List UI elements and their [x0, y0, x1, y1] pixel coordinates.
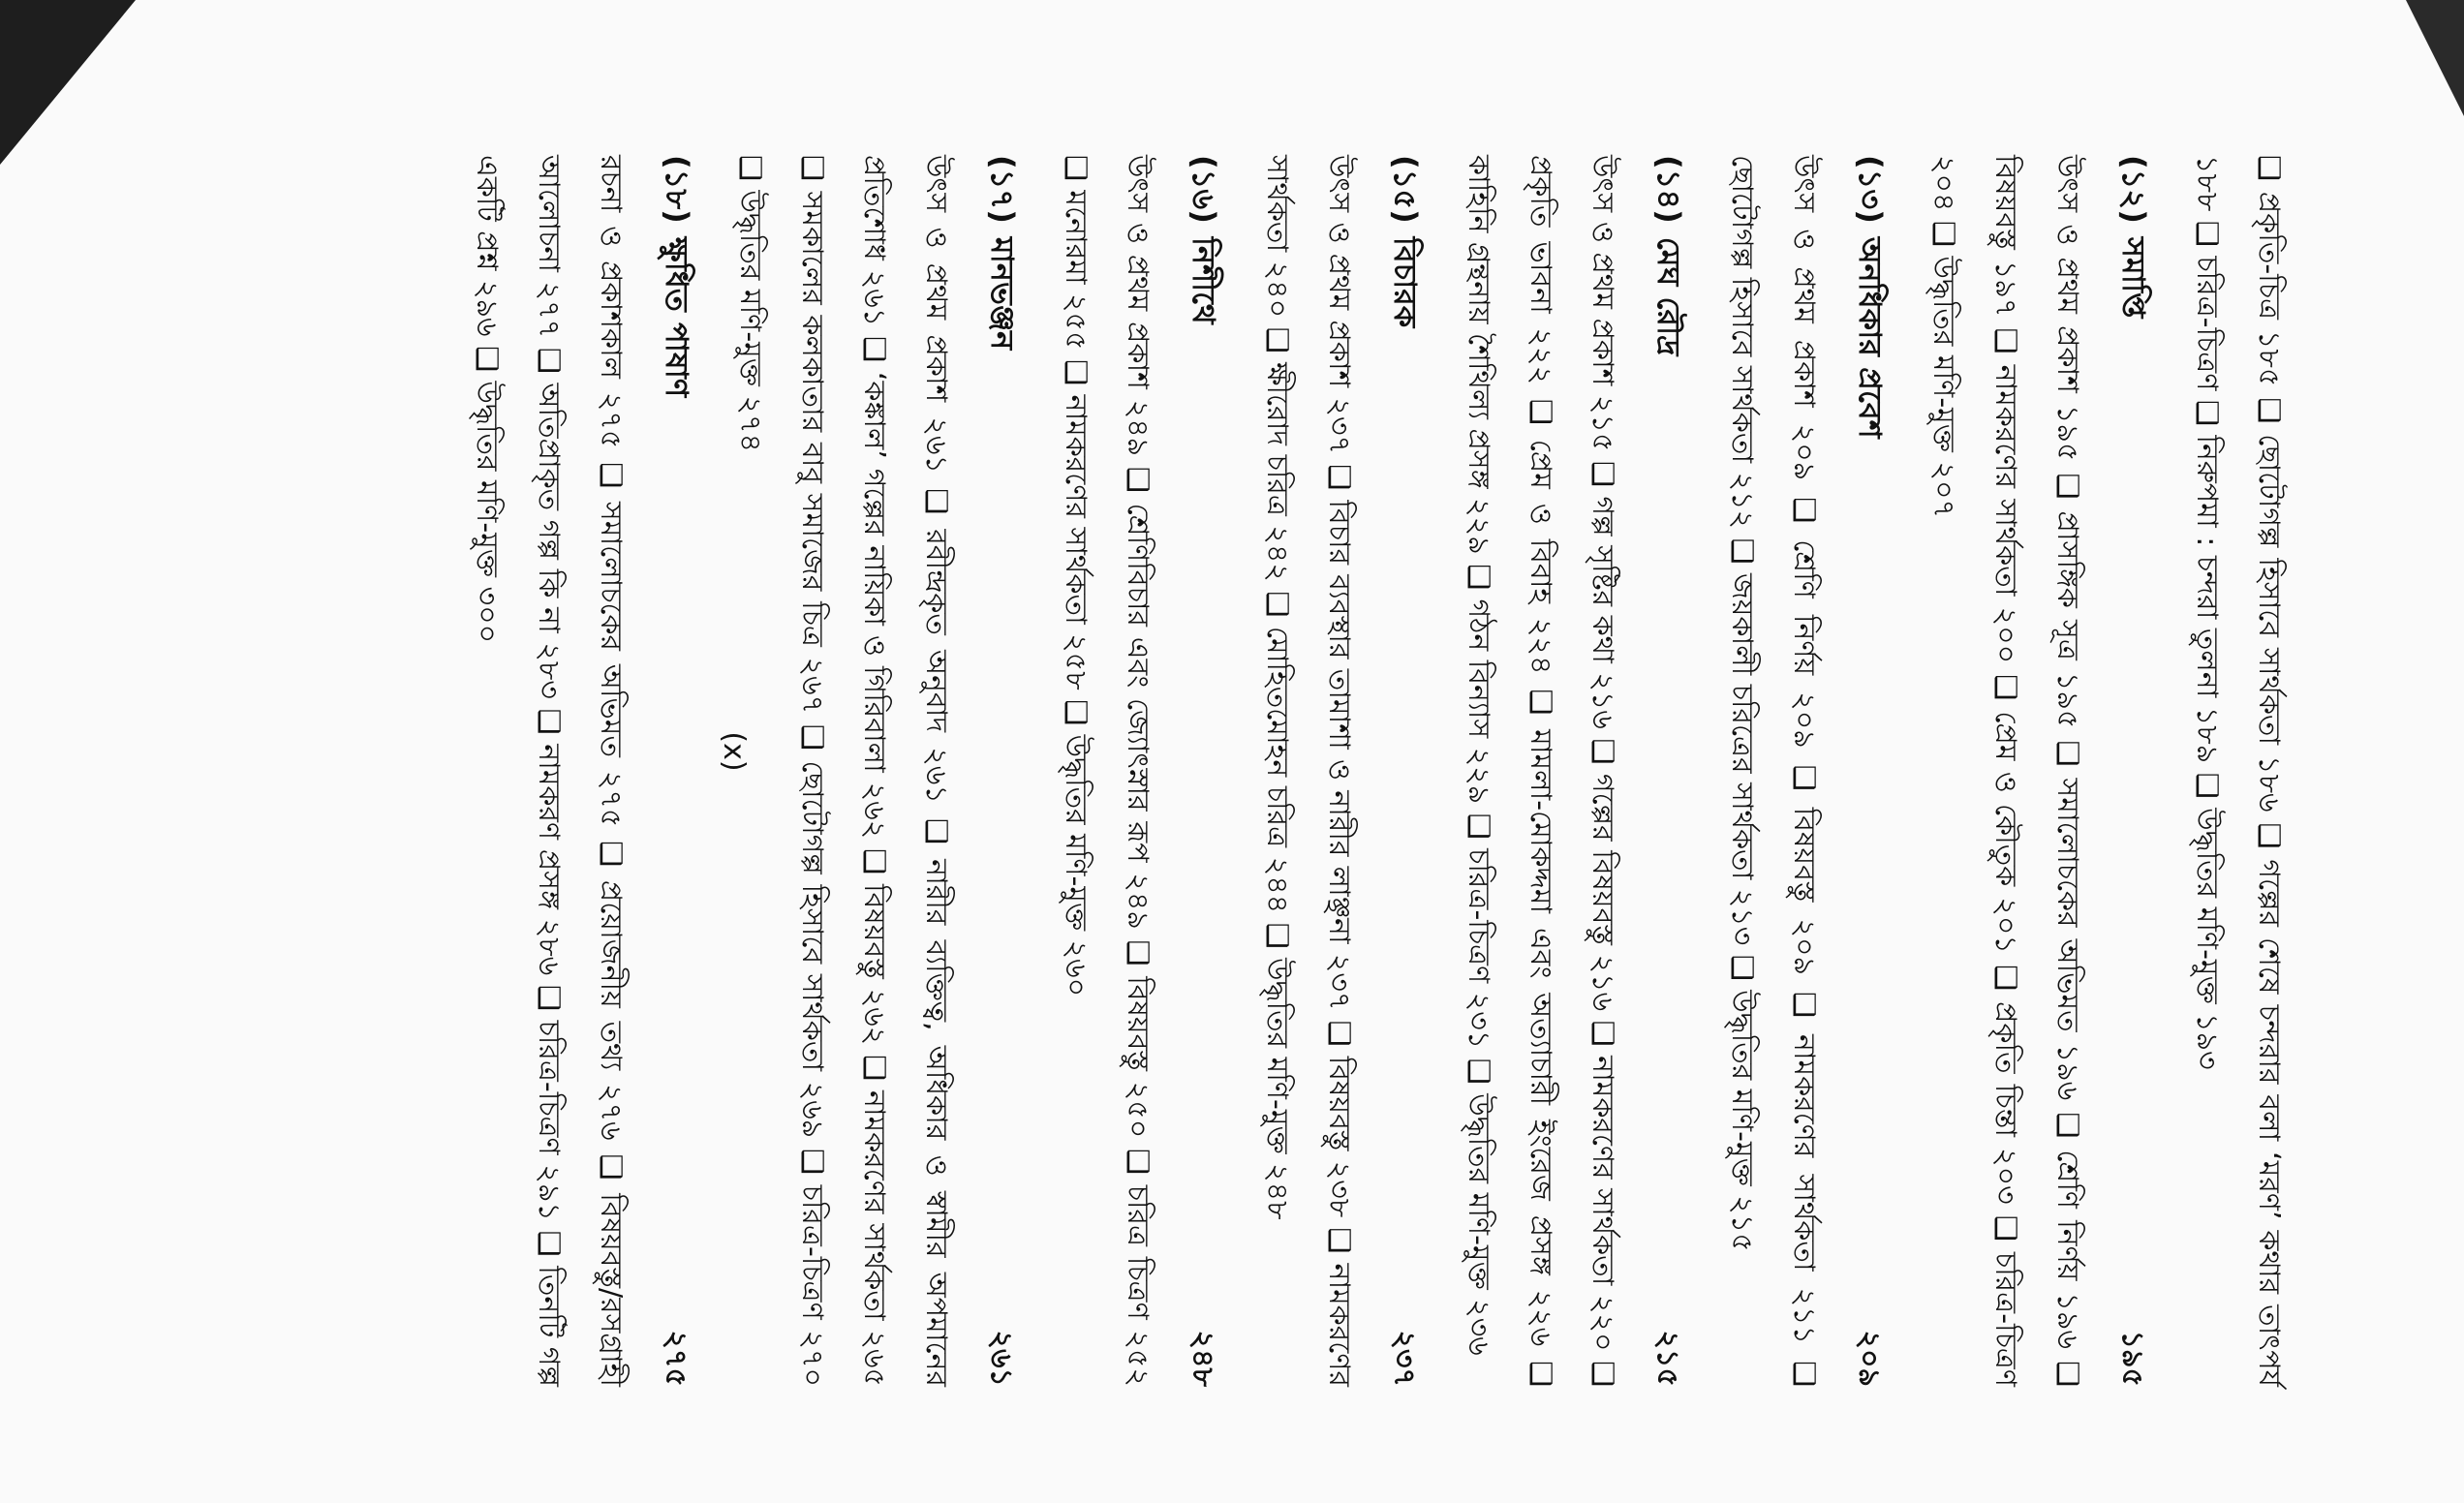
section-page-number: ২৭৫ — [659, 1330, 693, 1387]
section-heading — [1633, 155, 1703, 1387]
section-page-number: ২১৫ — [1650, 1330, 1684, 1387]
section-number: (১৫) — [1387, 155, 1424, 224]
section-contents: উৎস ও প্রথম প্রকাশ ২১৫ ❑ গল্প সৃষ্টির কথা ২১৬ ❑ গল্পের বিষয়বস্তু ২১৬ ❑ নামকরণের সার্থকতা ২২০ ❑ প্রকৃতি ভাবনা ২২২ ❑ প্রেম ও বিবাহ ২২৪ ❑ মামলা-মোকদ্দমা এবং অত্যাচারী ইংরেজ প্রসঙ্গ ২২৬ ❑ কাহিনি গ্রন্থনায় শৈথিল্য প্রসঙ্গ ২২৯ ❑ গঠন বিন্যাস ২২৯ ❑ চরিত্র-চিত্রণ ২৩১ ❑ উদ্ধৃতির মণি-মুক্ত ২৩৬ — [1462, 155, 1619, 1387]
toc-section-14 — [1447, 155, 1703, 1387]
section-title: সমাপ্তি — [2115, 236, 2152, 319]
section-number: (১৬) — [1186, 155, 1222, 224]
section-page-number: ২৩৭ — [1387, 1330, 1421, 1387]
section-number: (১৪) — [1650, 155, 1687, 224]
section-heading — [967, 155, 1036, 1387]
toc-section-16 — [1044, 155, 1238, 1387]
section-contents: উৎস ও প্রথম প্রকাশ ১৯৫ ❑ প্রাসঙ্গিক সূত্র ১৯৫ ❑ সমালোচকের অভিমত ১৯৬ ❑ শ্রেণি নির্ণয় ১৯৬ ❑ বিষয়বস্তু ১৯৭ ❑ নামকরণের সার্থকতা ২০০ ❑ প্রেম ও কৌতুক ২০১ ❑ প্রকৃতি চিন্তা ২০৩ ❑ চরিত্র-চিত্রণ ২০৪ ❑ উদ্ধৃতির মণি-মুক্ত ২০৭ — [1926, 155, 2084, 1387]
section-heading — [2098, 155, 2168, 1387]
section-title: বিচারক — [1387, 236, 1424, 328]
section-page-number: ১৯৫ — [2115, 1330, 2149, 1387]
toc-section-12 — [1912, 155, 2168, 1387]
section-heading — [641, 155, 711, 1387]
section-page-number: ২০৯ — [1852, 1330, 1886, 1387]
section-heading — [1834, 155, 1904, 1387]
section-contents: উৎস ও প্রথম প্রকাশ ২৩৭ ❑ বিচার ব্যবস্থার তামাশা ও নারীর লাঞ্ছনা ২৩৭ ❑ বিষয়বস্তু ২৩৮ ❑ নামকরণের সার্থকতা ২৪০ ❑ ক্ষীরোদ চরিত্র ২৪২ ❑ মোহিতমোহন চরিত্র ২৪৪ ❑ উদ্ধৃতির মণি-মুক্ত ২৪৮ — [1260, 155, 1356, 1387]
toc-section-17 — [719, 155, 1036, 1387]
section-page-number: ২৪৮ — [1186, 1330, 1219, 1387]
section-number: (১৮) — [659, 155, 695, 224]
section-title: মেঘ রৌদ্র — [1650, 236, 1687, 356]
section-number: (১৭) — [984, 155, 1021, 224]
section-number: (১৩) — [1852, 155, 1889, 224]
section-heading — [1168, 155, 1238, 1387]
section-contents: রচনা ও প্রকাশকাল ২৭৫ ❑ সমালোচকের অভিমত ২৭৫ ❑ প্রয়োজনীয় তথ্য ২৭৬ ❑ বিষয়বস্তু/রসগ্রাহী আলোচনা ২৭৭ ❑ অতিপ্রাকৃত গল্প কি না ২৮৩ ❑ নামকরণ প্রসঙ্গ ২৮৬ ❑ চরিত্র-চিত্রণ ২৯১ ❑ তিনটি গল্প একটি প্রশ্ন ২৯৬ ❑ উদ্ধৃতির মণি-মুক্ত ৩০০ — [470, 155, 628, 1387]
section-title: ক্ষুধিত পাষাণ — [659, 236, 695, 398]
section-heading — [1370, 155, 1439, 1387]
section-number: (১২) — [2115, 155, 2152, 224]
toc-section-18 — [455, 155, 711, 1387]
section-page-number: ২৬১ — [984, 1330, 1018, 1387]
section-contents: উৎস ও প্রথম প্রকাশ ২০৯ ❑ শ্রেণি নির্ণয় ২০৯ ❑ বিষয়বস্তু ২০৯ ❑ নামকরণের সার্থকতা ২১১ ❑ ছোটোগল্প হিসাবে সার্থকতা ২১২ ❑ জয়কালী চরিত্রের সার্থকতা ২১৩ ❑ উদ্ধৃতির মণি-মুক্ত ২১৫ — [1725, 155, 1821, 1387]
section-contents: উৎস ও প্রথম প্রকাশ ২৬১ ❑ রবীন্দ্রকৃত অনুবাদ ২৬১ ❑ নারীর ব্যক্তিত্ব, অধিকার ও স্বামীর অপমানের প্রতিশোধ ২৬১ ❑ ‘কঙ্কাল’ গল্পের নায়িকা ও গিরিবালা ২৬২ ❑ বিষয়বস্তু ২৬২ ❑ নামকরণের সার্থকতা ২৬৫ ❑ সমকালের কলকাতার বাবু সমাজের চিত্র ২৬৭ ❑ ছোটোগল্প হিসাবে সার্থকতা ২৬৯ ❑ চরিত্র-চিত্রণ ২৭০ ❑ উদ্ধৃতির মণি-মুক্ত ২৭৪ — [733, 155, 953, 1387]
section-title: মানভঞ্জন — [984, 236, 1021, 351]
page-folio: (x) — [717, 731, 751, 772]
toc-section-15 — [1246, 155, 1439, 1387]
section-title: নিশীথে — [1186, 236, 1222, 324]
section-title: অনধিকার প্রবেশ — [1852, 236, 1889, 439]
section-contents: উৎস ও প্রথম প্রকাশ ২৪৯ ❑ শ্রেণিবিচার এবং জ্যোৎস্নার রূপ ২৪৯ ❑ বিষয়বস্তু ২৫০ ❑ চরিত্র চিত্রণ ২৫২ ❑ মনোরমা ২৫৫ ❑ নামকরণের সার্থকতা ২৫৮ ❑ উদ্ধৃতির মণি-মুক্ত ২৬০ — [1059, 155, 1155, 1387]
continued-entry: ❑ প্রকৃতি-চিত্র ১৮৫ ❑ ছোটোগল্প হিসাবে সার্থকতা ১৮৬ ❑ গল্পের শেষে চন্দরার বলা ‘মরণ’ কথার তাৎপর্য ১৮৮ ❑ চরিত্র-চিত্রণ ❑ নিরুপমা : চন্দরা তুলনা ১৮৯ ❑ উদ্ধৃতির মণি-মুক্ত ১৯৩ — [2190, 155, 2286, 1387]
toc-section-13 — [1710, 155, 1904, 1387]
